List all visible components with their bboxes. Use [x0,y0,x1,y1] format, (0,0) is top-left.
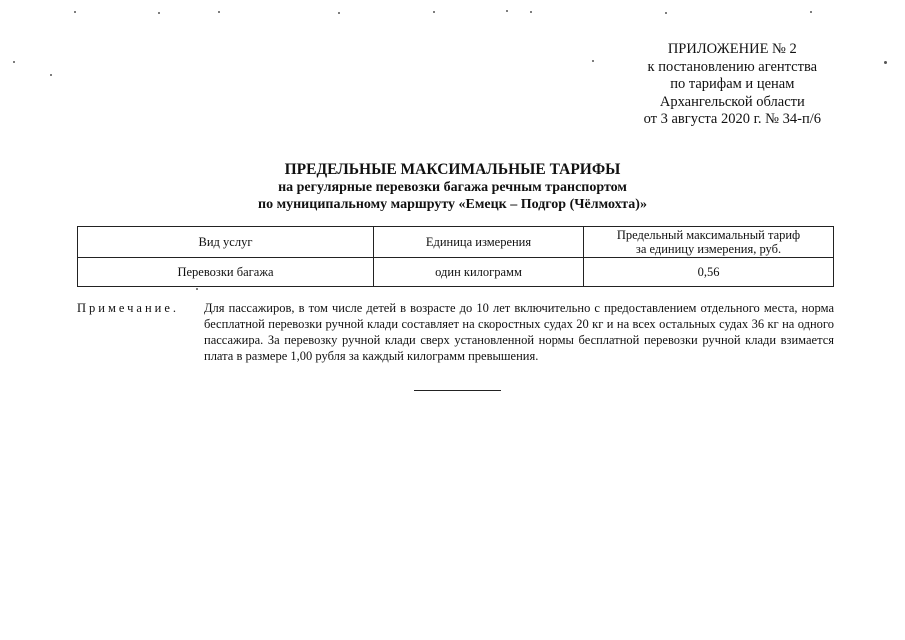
header-tariff [584,227,834,258]
header-tariff-line2: за единицу измерения, руб. [635,242,782,256]
scan-speck [74,11,76,13]
scan-speck [196,288,198,290]
scan-speck [665,12,667,14]
scan-speck [158,12,160,14]
appendix-header [644,41,821,129]
scan-speck [884,61,887,64]
cell-service: Перевозки багажа [78,258,374,287]
scan-speck [810,11,812,13]
header-unit: Единица измерения [374,227,584,258]
title-subtitle-2: по муниципальному маршруту «Емецк – Подгор (Чёлмохта)» [258,197,647,212]
appendix-number: ПРИЛОЖЕНИЕ № 2 [667,41,797,57]
note-label: Примечание. [77,301,180,315]
note-text [204,300,834,364]
scan-speck [433,11,435,13]
scan-speck [530,11,532,13]
appendix-date: от 3 августа 2020 г. № 34-п/6 [643,111,821,127]
scan-speck [50,74,52,76]
scan-speck [338,12,340,14]
tariff-table [77,226,834,287]
scan-speck [592,60,594,62]
scan-speck [13,61,15,63]
table-header-row [78,227,834,258]
closing-divider [414,390,501,391]
title-main: ПРЕДЕЛЬНЫЕ МАКСИМАЛЬНЫЕ ТАРИФЫ [284,161,621,178]
scan-speck [506,10,508,12]
cell-tariff: 0,56 [584,258,834,287]
appendix-reference: к постановлению агентства [647,58,818,75]
scan-speck [218,11,220,13]
appendix-region: Архангельской области [659,93,805,110]
title-subtitle-1: на регулярные перевозки багажа речным транспортом [278,180,627,195]
note-paragraph: Для пассажиров, в том числе детей в возрасте до 10 лет включительно с предоставлением отдельного места, норма бесплатной перевозки ручной клади составляет на скоростных судах 20 кг и на всех остальных судах 36 кг на одного пассажира. За перевозку ручной клади сверх установленной нормы бесплатной перевозки ручной клади взимается плата в размере 1,00 рубля за каждый килограмм превышения. [204,301,834,363]
document-title [0,160,905,213]
table-row [78,258,834,287]
header-service: Вид услуг [78,227,374,258]
appendix-agency: по тарифам и ценам [670,76,795,92]
header-tariff-line1: Предельный максимальный тариф [616,228,801,242]
cell-unit: один килограмм [374,258,584,287]
